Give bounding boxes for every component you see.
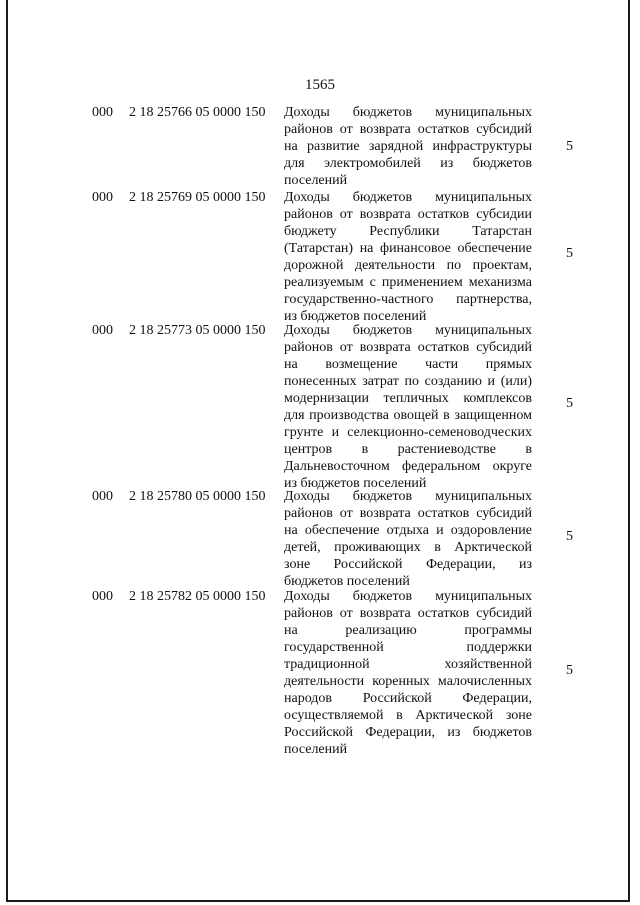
- description-line: поселений: [284, 742, 348, 757]
- description-line: на реализацию программы: [284, 623, 532, 638]
- description-line: государственной поддержки: [284, 640, 532, 655]
- description-line: Доходы бюджетов муниципальных: [284, 323, 532, 338]
- description-line: из бюджетов поселений: [284, 309, 427, 324]
- description-line: Доходы бюджетов муниципальных: [284, 190, 532, 205]
- description-line: из бюджетов поселений: [284, 476, 427, 491]
- description-line: районов от возврата остатков субсидий: [284, 340, 532, 355]
- description-line: осуществляемой в Арктической зоне: [284, 708, 532, 723]
- admin-code: 000: [92, 323, 113, 338]
- description-line: реализуемым с применением механизма: [284, 275, 532, 290]
- budget-classification-code: 2 18 25773 05 0000 150: [129, 323, 266, 338]
- description-line: Доходы бюджетов муниципальных: [284, 105, 532, 120]
- description-line: центров в растениеводстве в: [284, 442, 532, 457]
- row-value: 5: [566, 529, 573, 544]
- revenue-description: [284, 588, 532, 758]
- description-line: понесенных затрат по созданию и (или): [284, 374, 532, 389]
- description-line: государственно-частного партнерства,: [284, 292, 532, 307]
- description-line: районов от возврата остатков субсидий: [284, 606, 532, 621]
- description-line: детей, проживающих в Арктической: [284, 540, 532, 555]
- description-line: районов от возврата остатков субсидий: [284, 506, 532, 521]
- description-line: районов от возврата остатков субсидии: [284, 207, 532, 222]
- description-line: дорожной деятельности по проектам,: [284, 258, 532, 273]
- revenue-description: [284, 104, 532, 189]
- description-line: народов Российской Федерации,: [284, 691, 532, 706]
- description-line: районов от возврата остатков субсидий: [284, 122, 532, 137]
- description-line: Доходы бюджетов муниципальных: [284, 589, 532, 604]
- description-line: грунте и селекционно-семеноводческих: [284, 425, 532, 440]
- description-line: для электромобилей из бюджетов: [284, 156, 532, 171]
- description-line: деятельности коренных малочисленных: [284, 674, 532, 689]
- budget-classification-code: 2 18 25780 05 0000 150: [129, 489, 266, 504]
- row-value: 5: [566, 663, 573, 678]
- description-line: Российской Федерации, из бюджетов: [284, 725, 532, 740]
- description-line: для производства овощей в защищенном: [284, 408, 532, 423]
- description-line: Дальневосточном федеральном округе: [284, 459, 532, 474]
- revenue-description: [284, 488, 532, 590]
- admin-code: 000: [92, 190, 113, 205]
- revenue-description: [284, 322, 532, 492]
- description-line: на развитие зарядной инфраструктуры: [284, 139, 532, 154]
- budget-classification-code: 2 18 25769 05 0000 150: [129, 190, 266, 205]
- row-value: 5: [566, 139, 573, 154]
- budget-classification-code: 2 18 25782 05 0000 150: [129, 589, 266, 604]
- description-line: Доходы бюджетов муниципальных: [284, 489, 532, 504]
- admin-code: 000: [92, 489, 113, 504]
- description-line: на обеспечение отдыха и оздоровление: [284, 523, 532, 538]
- description-line: зоне Российской Федерации, из: [284, 557, 532, 572]
- admin-code: 000: [92, 105, 113, 120]
- description-line: бюджетов поселений: [284, 574, 410, 589]
- page-number: 1565: [305, 77, 335, 93]
- description-line: (Татарстан) на финансовое обеспечение: [284, 241, 532, 256]
- row-value: 5: [566, 396, 573, 411]
- description-line: на возмещение части прямых: [284, 357, 532, 372]
- admin-code: 000: [92, 589, 113, 604]
- row-value: 5: [566, 246, 573, 261]
- description-line: традиционной хозяйственной: [284, 657, 532, 672]
- description-line: бюджету Республики Татарстан: [284, 224, 532, 239]
- revenue-description: [284, 189, 532, 325]
- description-line: модернизации тепличных комплексов: [284, 391, 532, 406]
- description-line: поселений: [284, 173, 348, 188]
- budget-classification-code: 2 18 25766 05 0000 150: [129, 105, 266, 120]
